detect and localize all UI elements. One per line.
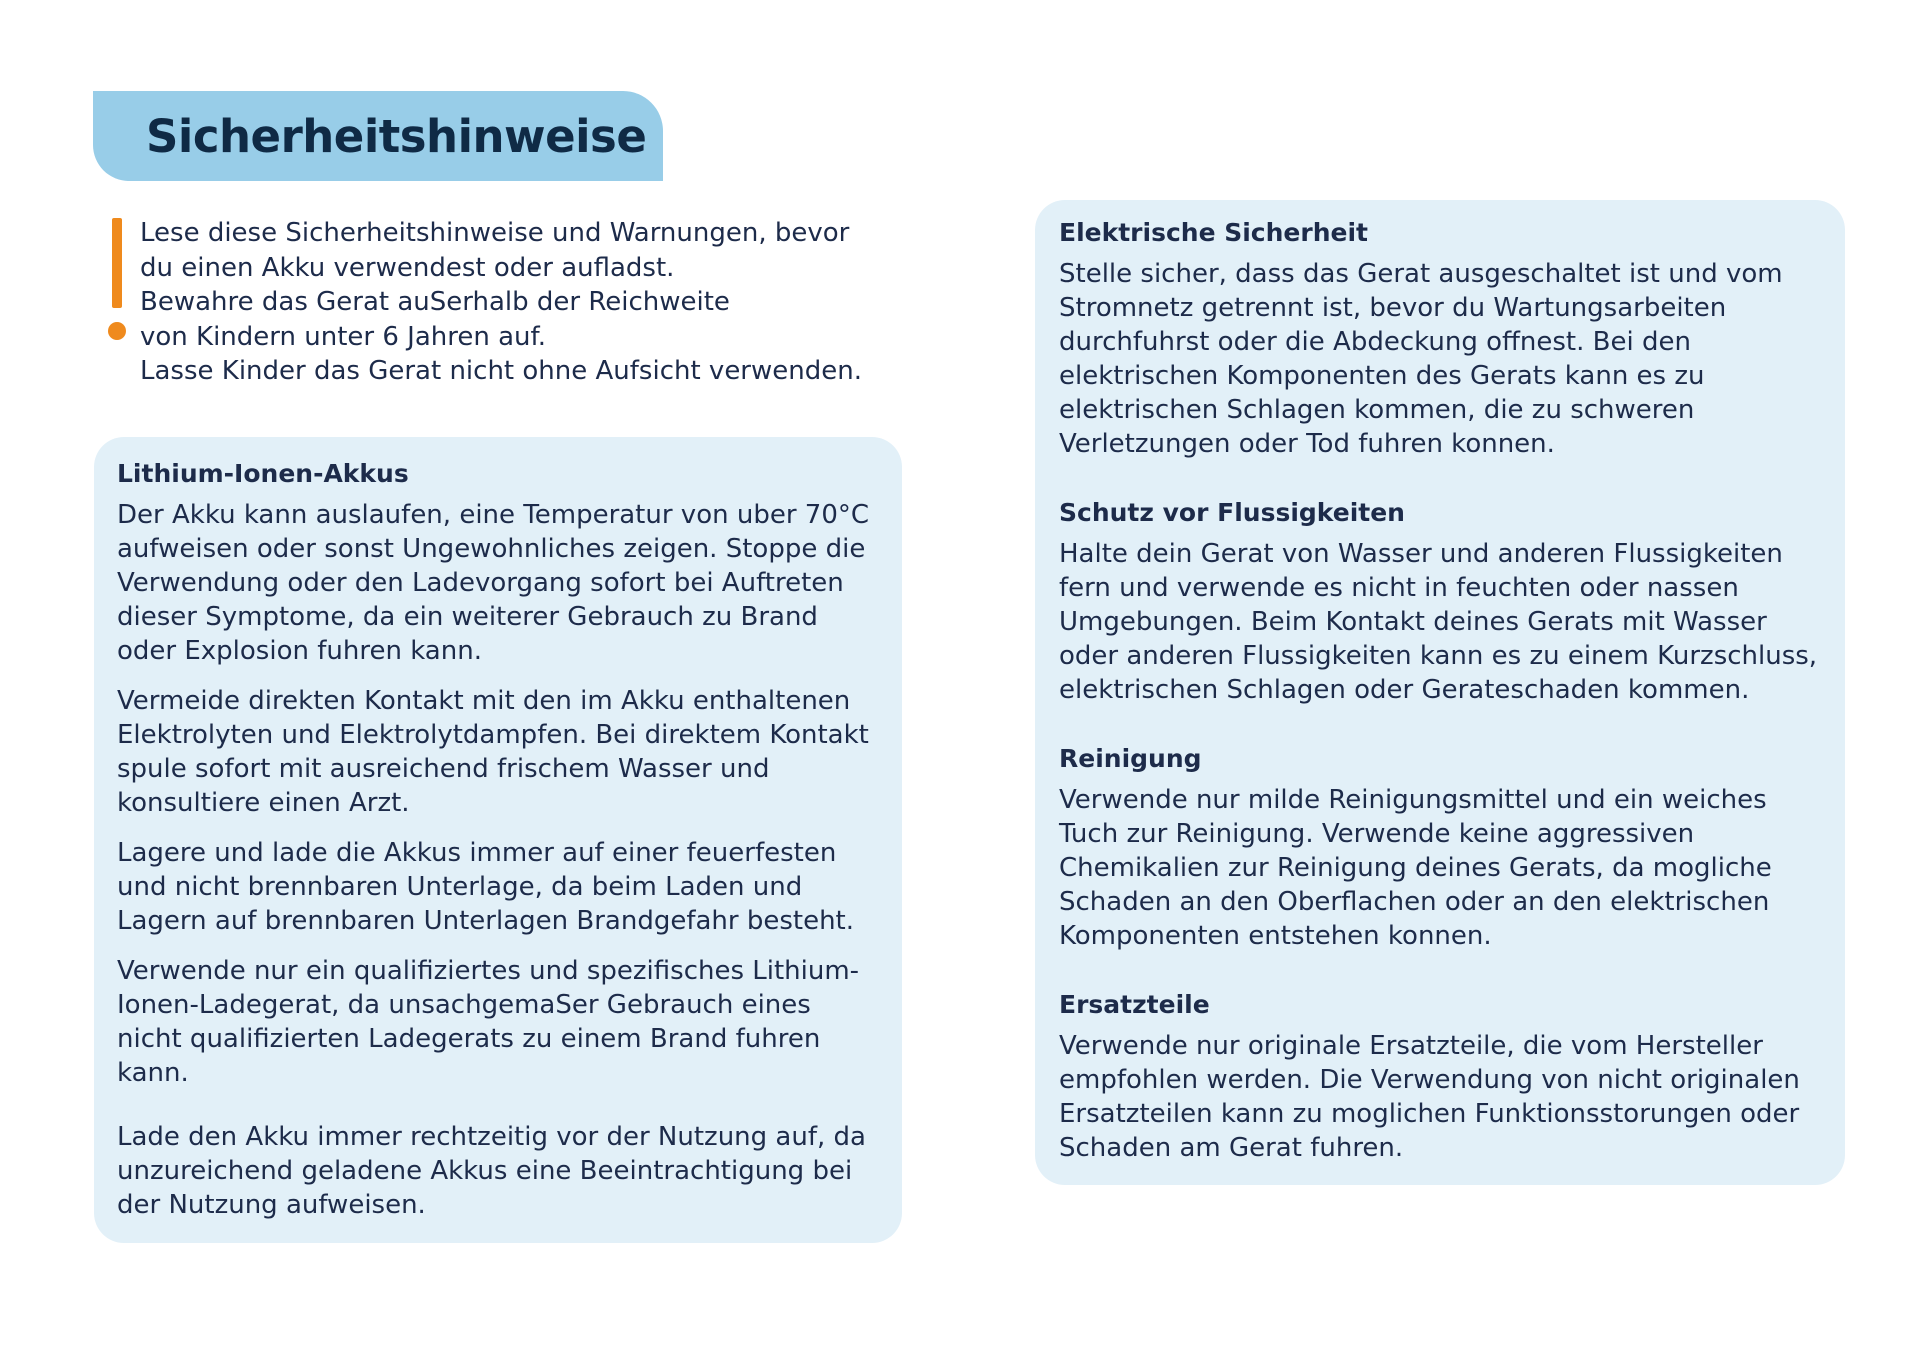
warning-exclamation-icon [104, 218, 132, 343]
warning-bar [112, 218, 122, 308]
page-title: Sicherheitshinweise [146, 109, 647, 163]
section-electrical-safety [1059, 216, 1821, 461]
section-text: Verwende nur originale Ersatzteile, die vom Hersteller empfohlen werden. Die Verwendung von nicht originalen Ersatzteilen kann zu moglichen Funktionsstorungen oder Schaden am Gerat fuhren. [1059, 1031, 1800, 1163]
section-heading: Schutz vor Flussigkeiten [1059, 498, 1405, 527]
section-spare-parts [1059, 988, 1821, 1165]
title-tab [93, 91, 663, 181]
section-cleaning [1059, 742, 1821, 953]
lithium-ion-paragraph: Vermeide direkten Kontakt mit den im Akku enthaltenen Elektrolyten und Elektrolytdampfen. Bei direktem Kontakt spule sofort mit ausreichend frischem Wasser und konsultiere einen Arzt. [117, 686, 869, 818]
section-liquid-protection [1059, 496, 1821, 707]
lithium-ion-card [94, 437, 902, 1243]
intro-line: Lese diese Sicherheitshinweise und Warnungen, bevor [140, 218, 850, 248]
lithium-ion-paragraph: Lade den Akku immer rechtzeitig vor der Nutzung auf, da unzureichend geladene Akkus eine Beeintrachtigung bei der Nutzung aufweisen. [117, 1122, 866, 1220]
intro-line: von Kindern unter 6 Jahren auf. [140, 321, 547, 352]
lithium-ion-paragraph: Der Akku kann auslaufen, eine Temperatur von uber 70°C aufweisen oder sonst Ungewohnliches zeigen. Stoppe die Verwendung oder den Ladevorgang sofort bei Auftreten dieser Symptome, da ein weiterer Gebrauch zu Brand oder Explosion fuhren kann. [117, 500, 870, 666]
safety-sections-card [1035, 200, 1845, 1185]
intro-line: Lasse Kinder das Gerat nicht ohne Aufsicht verwenden. [140, 356, 862, 386]
intro-line: du einen Akku verwendest oder aufladst. [140, 252, 675, 283]
lithium-ion-heading: Lithium-Ionen-Akkus [117, 459, 409, 488]
section-text: Verwende nur milde Reinigungsmittel und ein weiches Tuch zur Reinigung. Verwende keine aggressiven Chemikalien zur Reinigung deines Gerats, da mogliche Schaden an den Oberflachen oder an den elektrischen Komponenten entstehen konnen. [1059, 785, 1772, 951]
lithium-ion-paragraph: Lagere und lade die Akkus immer auf einer feuerfesten und nicht brennbaren Unterlage, da beim Laden und Lagern auf brennbaren Unterlagen Brandgefahr besteht. [117, 838, 855, 936]
intro-warning [140, 216, 900, 389]
lithium-ion-paragraph: Verwende nur ein qualifiziertes und spezifisches Lithium-Ionen-Ladegerat, da unsachgemaSer Gebrauch eines nicht qualifizierten Ladegerats zu einem Brand fuhren kann. [117, 956, 860, 1088]
warning-dot [108, 322, 126, 340]
section-heading: Ersatzteile [1059, 990, 1210, 1019]
section-text: Halte dein Gerat von Wasser und anderen Flussigkeiten fern und verwende es nicht in feuchten oder nassen Umgebungen. Beim Kontakt deines Gerats mit Wasser oder anderen Flussigkeiten kann es zu einem Kurzschluss, elektrischen Schlagen oder Gerateschaden kommen. [1059, 539, 1818, 705]
intro-line: Bewahre das Gerat auSerhalb der Reichweite [140, 287, 730, 317]
section-text: Stelle sicher, dass das Gerat ausgeschaltet ist und vom Stromnetz getrennt ist, bevor du Wartungsarbeiten durchfuhrst oder die Abdeckung offnest. Bei den elektrischen Komponenten des Gerats kann es zu elektrischen Schlagen kommen, die zu schweren Verletzungen oder Tod fuhren konnen. [1059, 259, 1783, 459]
section-heading: Elektrische Sicherheit [1059, 218, 1368, 247]
section-heading: Reinigung [1059, 744, 1202, 773]
